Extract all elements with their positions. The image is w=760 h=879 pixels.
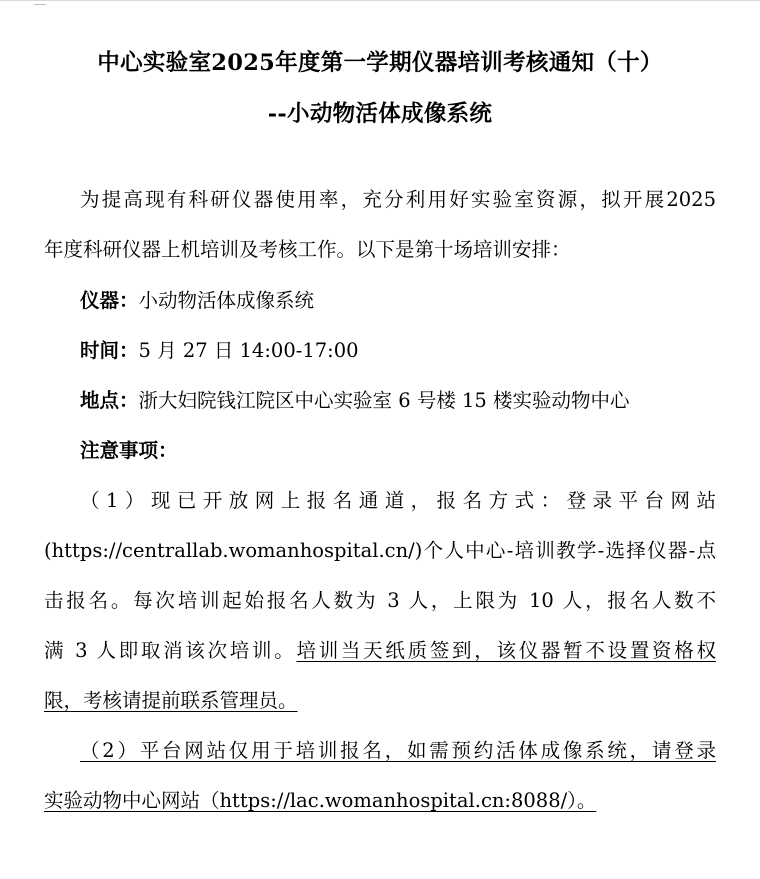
note1-line-4 — [44, 637, 716, 665]
note2-line-2-underlined: 实验动物中心网站（https://lac.womanhospital.cn:8088/）。 — [44, 789, 597, 812]
location-value: 浙大妇院钱江院区中心实验室 6 号楼 15 楼实验动物中心 — [138, 389, 630, 412]
note1-line-4-plain: 满 3 人即取消该次培训。 — [44, 639, 297, 662]
time-row — [80, 337, 716, 365]
time-label: 时间： — [80, 339, 139, 362]
instrument-label: 仪器： — [80, 289, 139, 312]
note2-line-1: （2）平台网站仅用于培训报名，如需预约活体成像系统，请登录 — [80, 739, 716, 762]
intro-line-1: 为提高现有科研仪器使用率，充分利用好实验室资源，拟开展2025 — [80, 188, 716, 211]
time-value: 5 月 27 日 14:00-17:00 — [138, 339, 359, 362]
location-row — [80, 387, 716, 415]
note1-line-5-underlined: 限，考核请提前联系管理员。 — [44, 689, 298, 712]
instrument-value: 小动物活体成像系统 — [138, 289, 315, 312]
note1-line-2: (https://centrallab.womanhospital.cn/)个人中心-培训教学-选择仪器-点 — [44, 539, 716, 562]
note1-line-4-underlined: 培训当天纸质签到，该仪器暂不设置资格权 — [296, 639, 716, 662]
note1-line-1: （1）现已开放网上报名通道，报名方式：登录平台网站 — [80, 489, 716, 512]
page-top-border — [0, 0, 760, 1]
page-corner-mark — [34, 0, 46, 5]
instrument-row — [80, 287, 716, 315]
notice-subtitle: --小动物活体成像系统 — [267, 101, 493, 127]
notes-heading: 注意事项： — [80, 439, 178, 462]
intro-line-2: 年度科研仪器上机培训及考核工作。以下是第十场培训安排： — [44, 238, 571, 261]
note2-line-2 — [44, 787, 716, 815]
notice-title: 中心实验室2025年度第一学期仪器培训考核通知（十） — [97, 50, 663, 76]
note1-line-3: 击报名。每次培训起始报名人数为 3 人，上限为 10 人，报名人数不 — [44, 589, 716, 612]
location-label: 地点： — [80, 389, 139, 412]
note1-line-5 — [44, 687, 716, 715]
